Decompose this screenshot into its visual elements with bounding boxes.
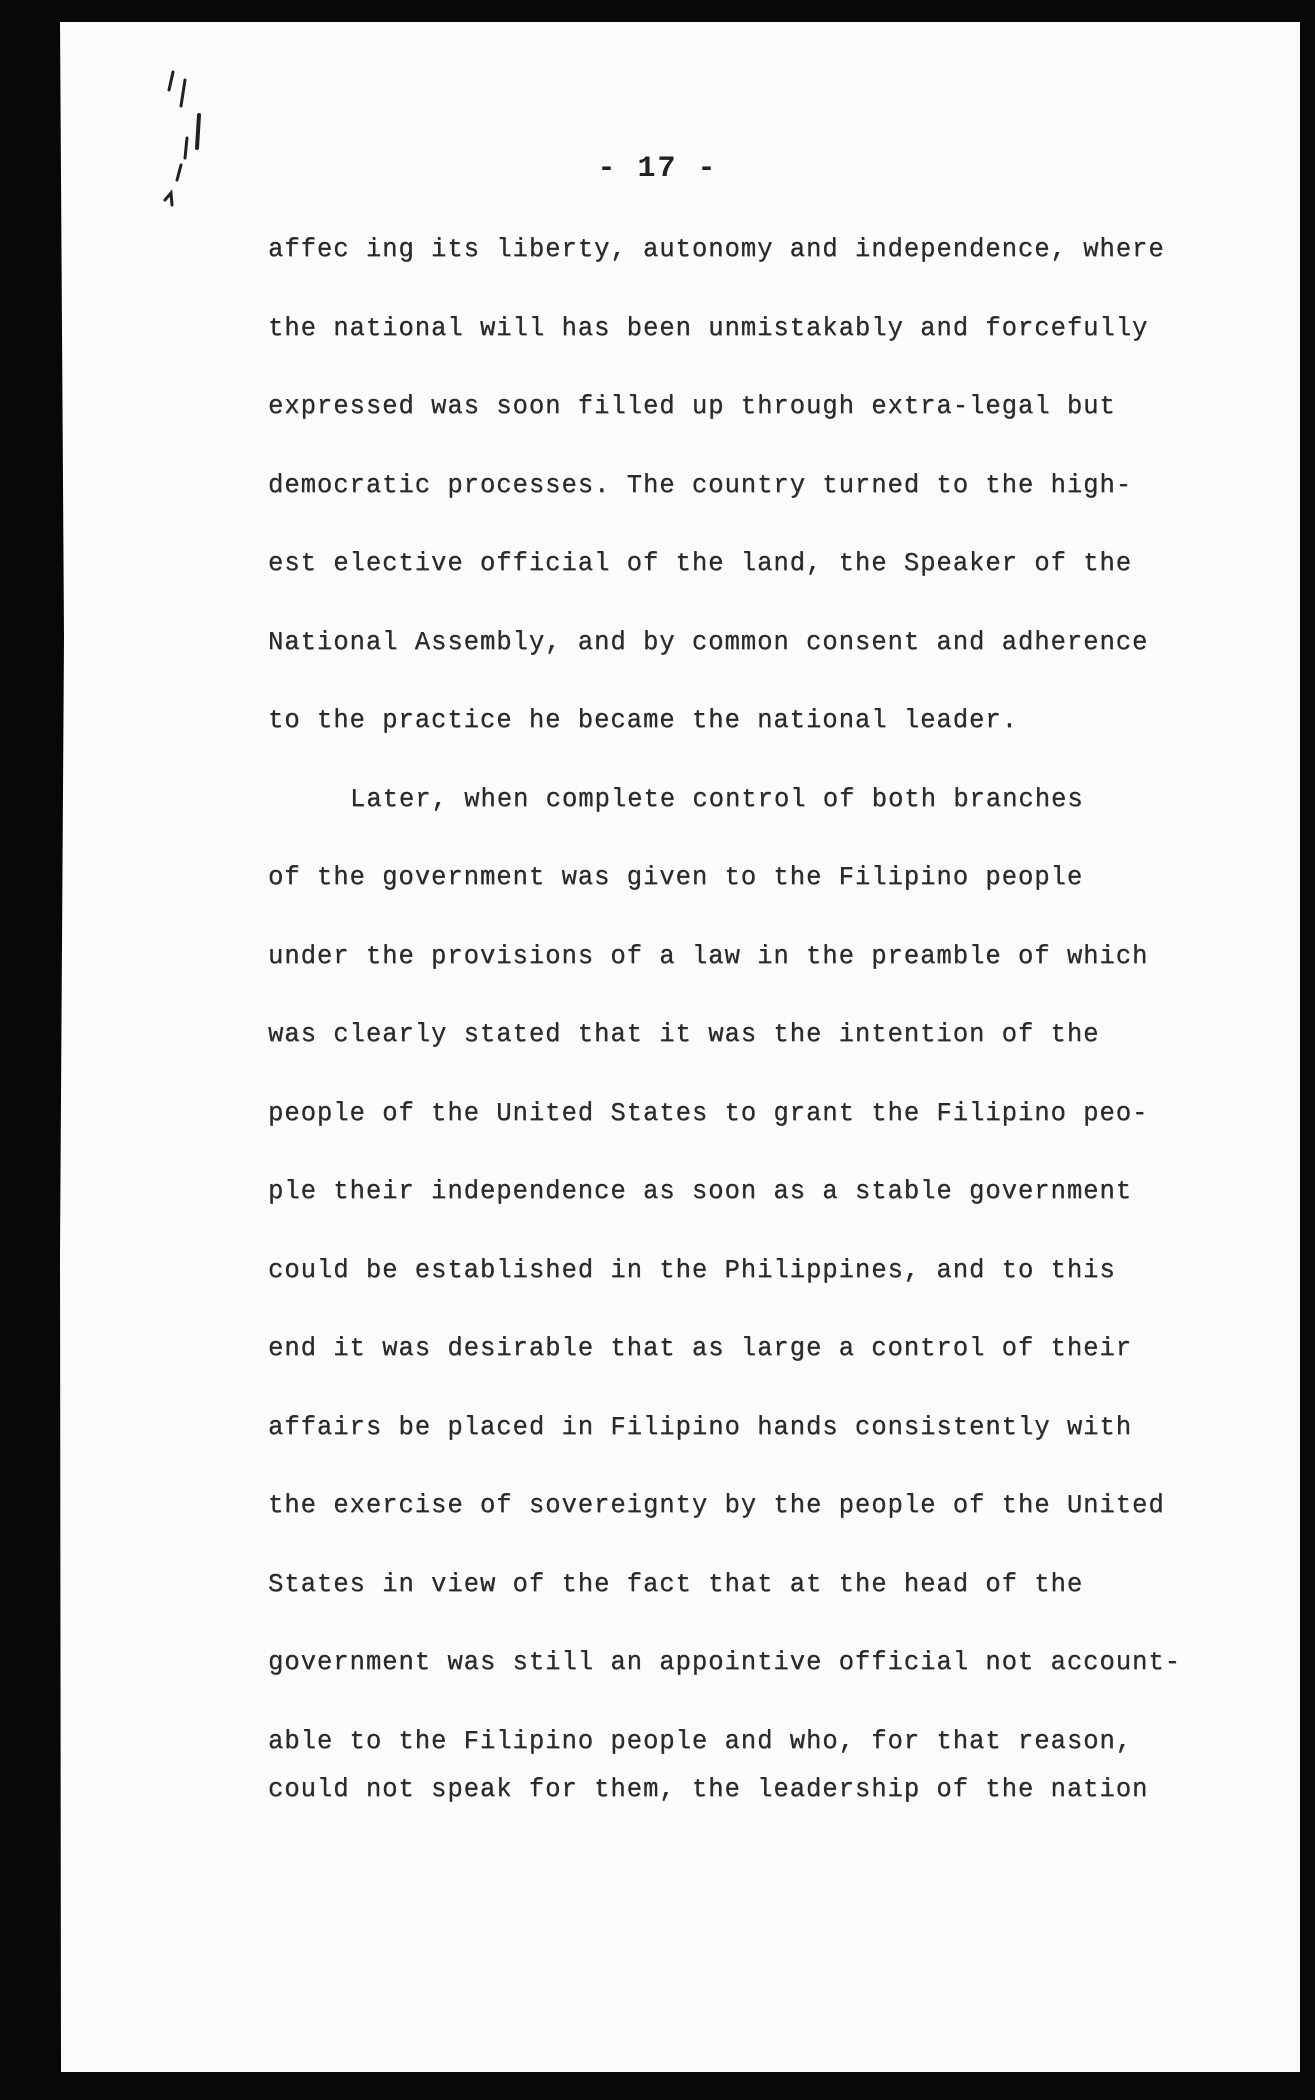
text-line: the exercise of sovereignty by the people of the United bbox=[268, 1491, 1165, 1520]
paragraph-start-line: Later, when complete control of both branches bbox=[350, 784, 1084, 814]
text-line: National Assembly, and by common consent and adherence bbox=[268, 627, 1149, 657]
text-line: States in view of the fact that at the head of the bbox=[268, 1569, 1084, 1599]
text-line: under the provisions of a law in the preamble of which bbox=[268, 941, 1149, 971]
text-line: ple their independence as soon as a stable government bbox=[268, 1177, 1133, 1206]
text-line: government was still an appointive official not account- bbox=[268, 1648, 1181, 1677]
handwritten-margin-marks bbox=[155, 60, 235, 220]
text-line: could be established in the Philippines, and to this bbox=[268, 1255, 1116, 1285]
text-line: affec ing its liberty, autonomy and independence, where bbox=[268, 235, 1165, 264]
page-number: - 17 - bbox=[597, 152, 718, 186]
text-line: affairs be placed in Filipino hands consistently with bbox=[268, 1412, 1133, 1442]
body-text bbox=[268, 222, 1181, 1840]
text-line: able to the Filipino people and who, for that reason, bbox=[268, 1726, 1133, 1756]
text-line: was clearly stated that it was the intention of the bbox=[268, 1020, 1100, 1049]
text-line: democratic processes. The country turned to the high- bbox=[268, 470, 1133, 500]
text-line: end it was desirable that as large a control of their bbox=[268, 1334, 1133, 1363]
text-line: could not speak for them, the leadership of the nation bbox=[268, 1774, 1149, 1804]
text-line: of the government was given to the Filipino people bbox=[268, 863, 1084, 892]
text-line: people of the United States to grant the Filipino peo- bbox=[268, 1098, 1149, 1128]
text-line: expressed was soon filled up through extra-legal but bbox=[268, 392, 1116, 421]
text-line: to the practice he became the national leader. bbox=[268, 706, 1018, 735]
text-line: est elective official of the land, the Speaker of the bbox=[268, 549, 1133, 578]
text-line: the national will has been unmistakably and forcefully bbox=[268, 313, 1149, 343]
